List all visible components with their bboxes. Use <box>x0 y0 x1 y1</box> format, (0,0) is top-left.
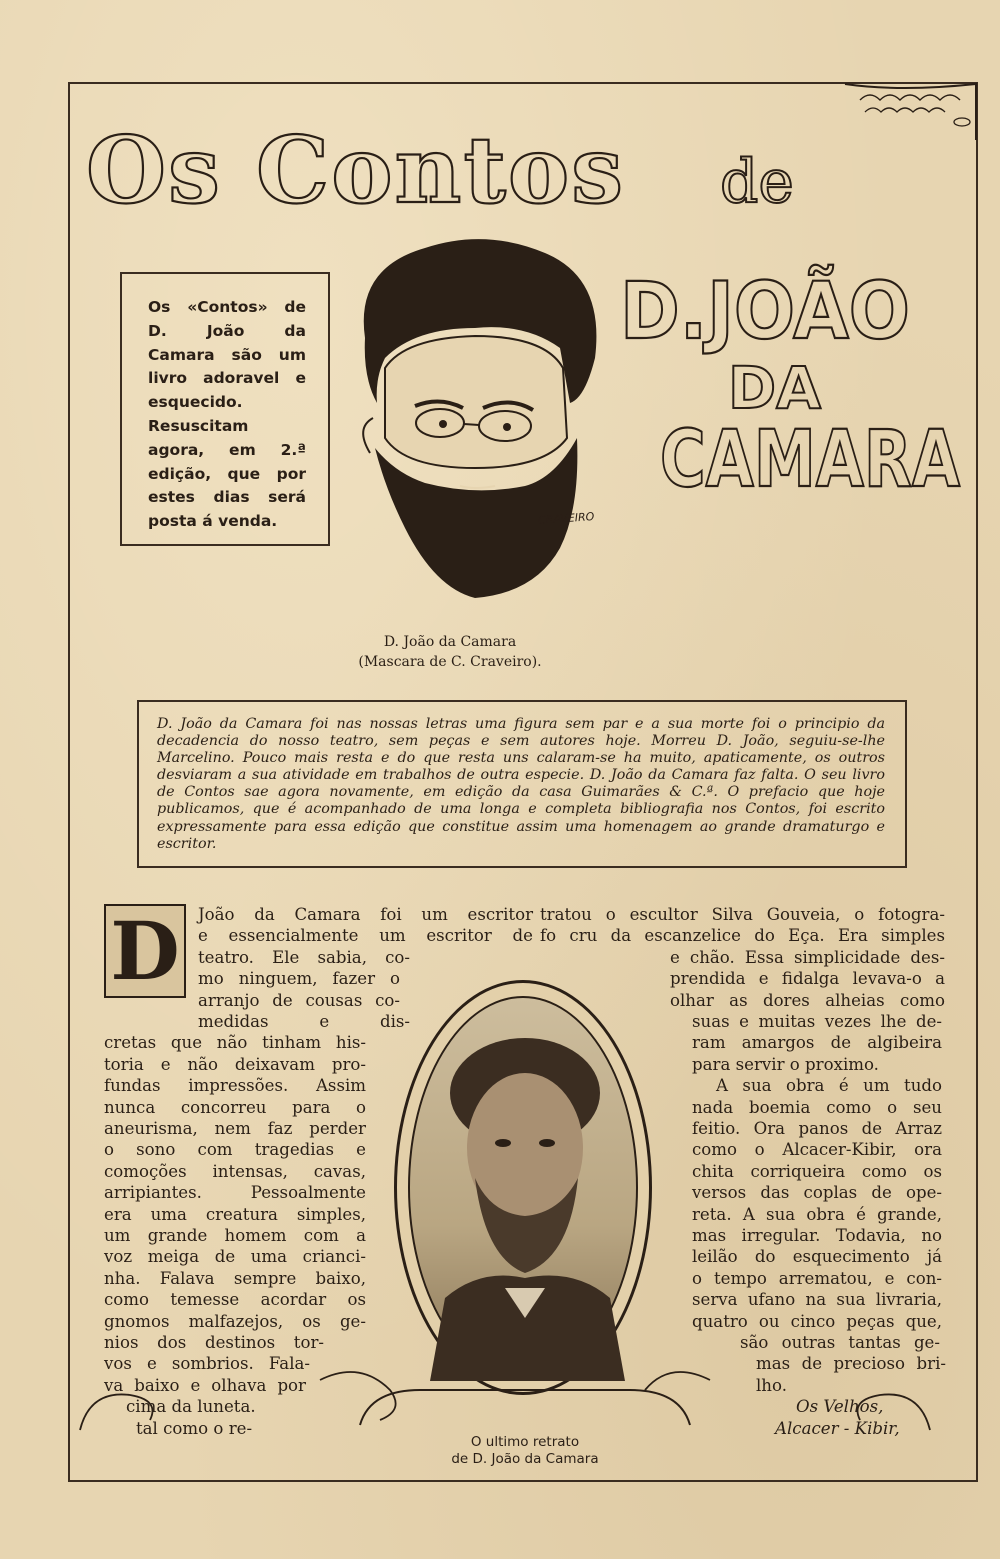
article-right-line: para servir o proximo. <box>692 1054 879 1074</box>
article-left-line: aneurisma, nem faz perder <box>104 1119 366 1138</box>
article-right-line: são outras tantas ge- <box>740 1333 940 1352</box>
caricature-portrait <box>345 228 605 618</box>
article-left-line: um grande homem com a <box>104 1226 366 1245</box>
article-right-line: como o Alcacer-Kibir, ora <box>692 1140 942 1160</box>
preface-box <box>137 700 907 868</box>
intro-text: Os «Contos» de D. João da Camara são um livro adoravel e esquecido. Resuscitam agora, em 2.ª edição, que por estes dias será posta á venda. <box>148 298 306 531</box>
portrait-photo <box>408 996 638 1379</box>
article-right-line: nada boemia como o seu <box>692 1097 942 1117</box>
title-da: DA <box>728 354 822 422</box>
article-right-line: chita corriqueira como os <box>692 1161 942 1181</box>
article-left-line: fundas impressões. Assim <box>104 1076 366 1096</box>
article-right-line: leilão do esquecimento já <box>692 1247 942 1267</box>
article-right-line: suas e muitas vezes lhe de- <box>692 1012 942 1031</box>
article-right-line: tratou o escultor Silva Gouveia, o fotogra- <box>540 905 945 924</box>
article-right-line: reta. A sua obra é grande, <box>692 1204 942 1224</box>
article-left-line: nunca concorreu para o <box>104 1097 366 1117</box>
title-de: de <box>720 147 794 217</box>
article-left-line: tal como o re- <box>136 1418 253 1438</box>
photo-caption-line2: de D. João da Camara <box>451 1451 599 1467</box>
article-left-line: medidas e dis- <box>198 1012 410 1031</box>
article-left-line: nios dos destinos tor- <box>104 1333 324 1352</box>
article-left-line: era uma creatura simples, <box>104 1204 366 1224</box>
article-left-line: mo ninguem, fazer o <box>198 969 400 989</box>
article-right-line: Alcacer - Kibir, <box>775 1418 900 1438</box>
article-right-line: e chão. Essa simplicidade des- <box>670 947 945 967</box>
article-left-line: nha. Falava sempre baixo, <box>104 1268 366 1288</box>
article-left-line: e essencialmente um escritor de <box>198 926 533 946</box>
dropcap-letter: D <box>110 904 180 998</box>
bottom-scroll-ornament <box>70 1350 970 1440</box>
article-right-line: Os Velhos, <box>796 1397 884 1417</box>
title-camara: CAMARA <box>660 415 960 505</box>
caricature-caption <box>330 632 570 672</box>
article-left-line: va baixo e olhava por <box>104 1375 306 1395</box>
article-right-line: serva ufano na sua livraria, <box>692 1290 942 1310</box>
intro-box <box>120 272 330 546</box>
article-left-line: gnomos malfazejos, os ge- <box>104 1311 366 1331</box>
portrait-photo-figure <box>410 998 640 1381</box>
corner-leaf-ornament <box>840 82 980 142</box>
preface-text: D. João da Camara foi nas nossas letras uma figura sem par e a sua morte foi o principio da decadencia do nosso teatro, sem peças e sem autores hoje. Morreu D. João, seguiu-se-lhe Marcelino. Pouco mais resta e do que resta uns calaram-se ha muito, apaticamente, os outros desviaram a sua atividade em trabalhos de outra especie. D. João da Camara faz falta. O seu livro de Contos sae agora novamente, em edição da casa Guimarães & C.ª. O prefacio que hoje publicamos, que é acompanhado de uma longa e completa bibliografia nos Contos, foi escrito expressamente para essa edição que constitue assim uma homenagem ao grande dramaturgo e escritor. <box>157 716 885 852</box>
article-right-line: mas de precioso bri- <box>756 1354 946 1374</box>
article-left-line: vos e sombrios. Fala- <box>104 1354 310 1374</box>
title-d-joao: D.JOÃO <box>620 267 935 357</box>
title-name-block <box>618 250 968 520</box>
article-right-line: olhar as dores alheias como <box>670 990 945 1010</box>
article-left-line: João da Camara foi um escritor <box>198 905 533 924</box>
article-right-line: A sua obra é um tudo <box>716 1076 942 1096</box>
article-right-line: lho. <box>756 1375 787 1395</box>
article-right-line: ram amargos de algibeira <box>692 1033 942 1053</box>
article-right-line: o tempo arrematou, e con- <box>692 1268 942 1288</box>
article-left-line: cima da luneta. <box>126 1397 256 1417</box>
caricature-caption-line1: D. João da Camara <box>383 634 517 650</box>
article-left-line: comoções intensas, cavas, <box>104 1161 366 1181</box>
article-right-line: prendida e fidalga levava-o a <box>670 969 945 989</box>
article-left-line: cretas que não tinham his- <box>104 1033 366 1053</box>
article-right-line: versos das coplas de ope- <box>692 1183 942 1203</box>
dropcap-box <box>104 904 186 998</box>
article-right-line: feitio. Ora panos de Arraz <box>692 1119 942 1138</box>
article-left-line: teatro. Ele sabia, co- <box>198 947 410 967</box>
article-right-line: mas irregular. Todavia, no <box>692 1226 942 1245</box>
article-left-line: arripiantes. Pessoalmente <box>104 1183 366 1203</box>
article-right-line: fo cru da escanzelice do Eça. Era simples <box>540 926 945 946</box>
article-left-line: como temesse acordar os <box>104 1290 366 1310</box>
photo-caption-line1: O ultimo retrato <box>470 1434 580 1450</box>
title-os-contos <box>80 90 800 230</box>
article-left-line: o sono com tragedias e <box>104 1140 366 1160</box>
article-left-line: toria e não deixavam pro- <box>104 1054 366 1074</box>
photo-caption <box>420 1434 630 1468</box>
article-left-line: voz meiga de uma criancі- <box>104 1247 366 1267</box>
article-left-line: arranjo de cousas co- <box>198 990 400 1010</box>
caricature-signature: CRAVEIRO <box>537 510 595 527</box>
caricature-caption-line2: (Mascara de C. Craveiro). <box>358 654 542 670</box>
article-right-line: quatro ou cinco peças que, <box>692 1311 942 1331</box>
title-line1: Os Contos <box>86 116 626 224</box>
